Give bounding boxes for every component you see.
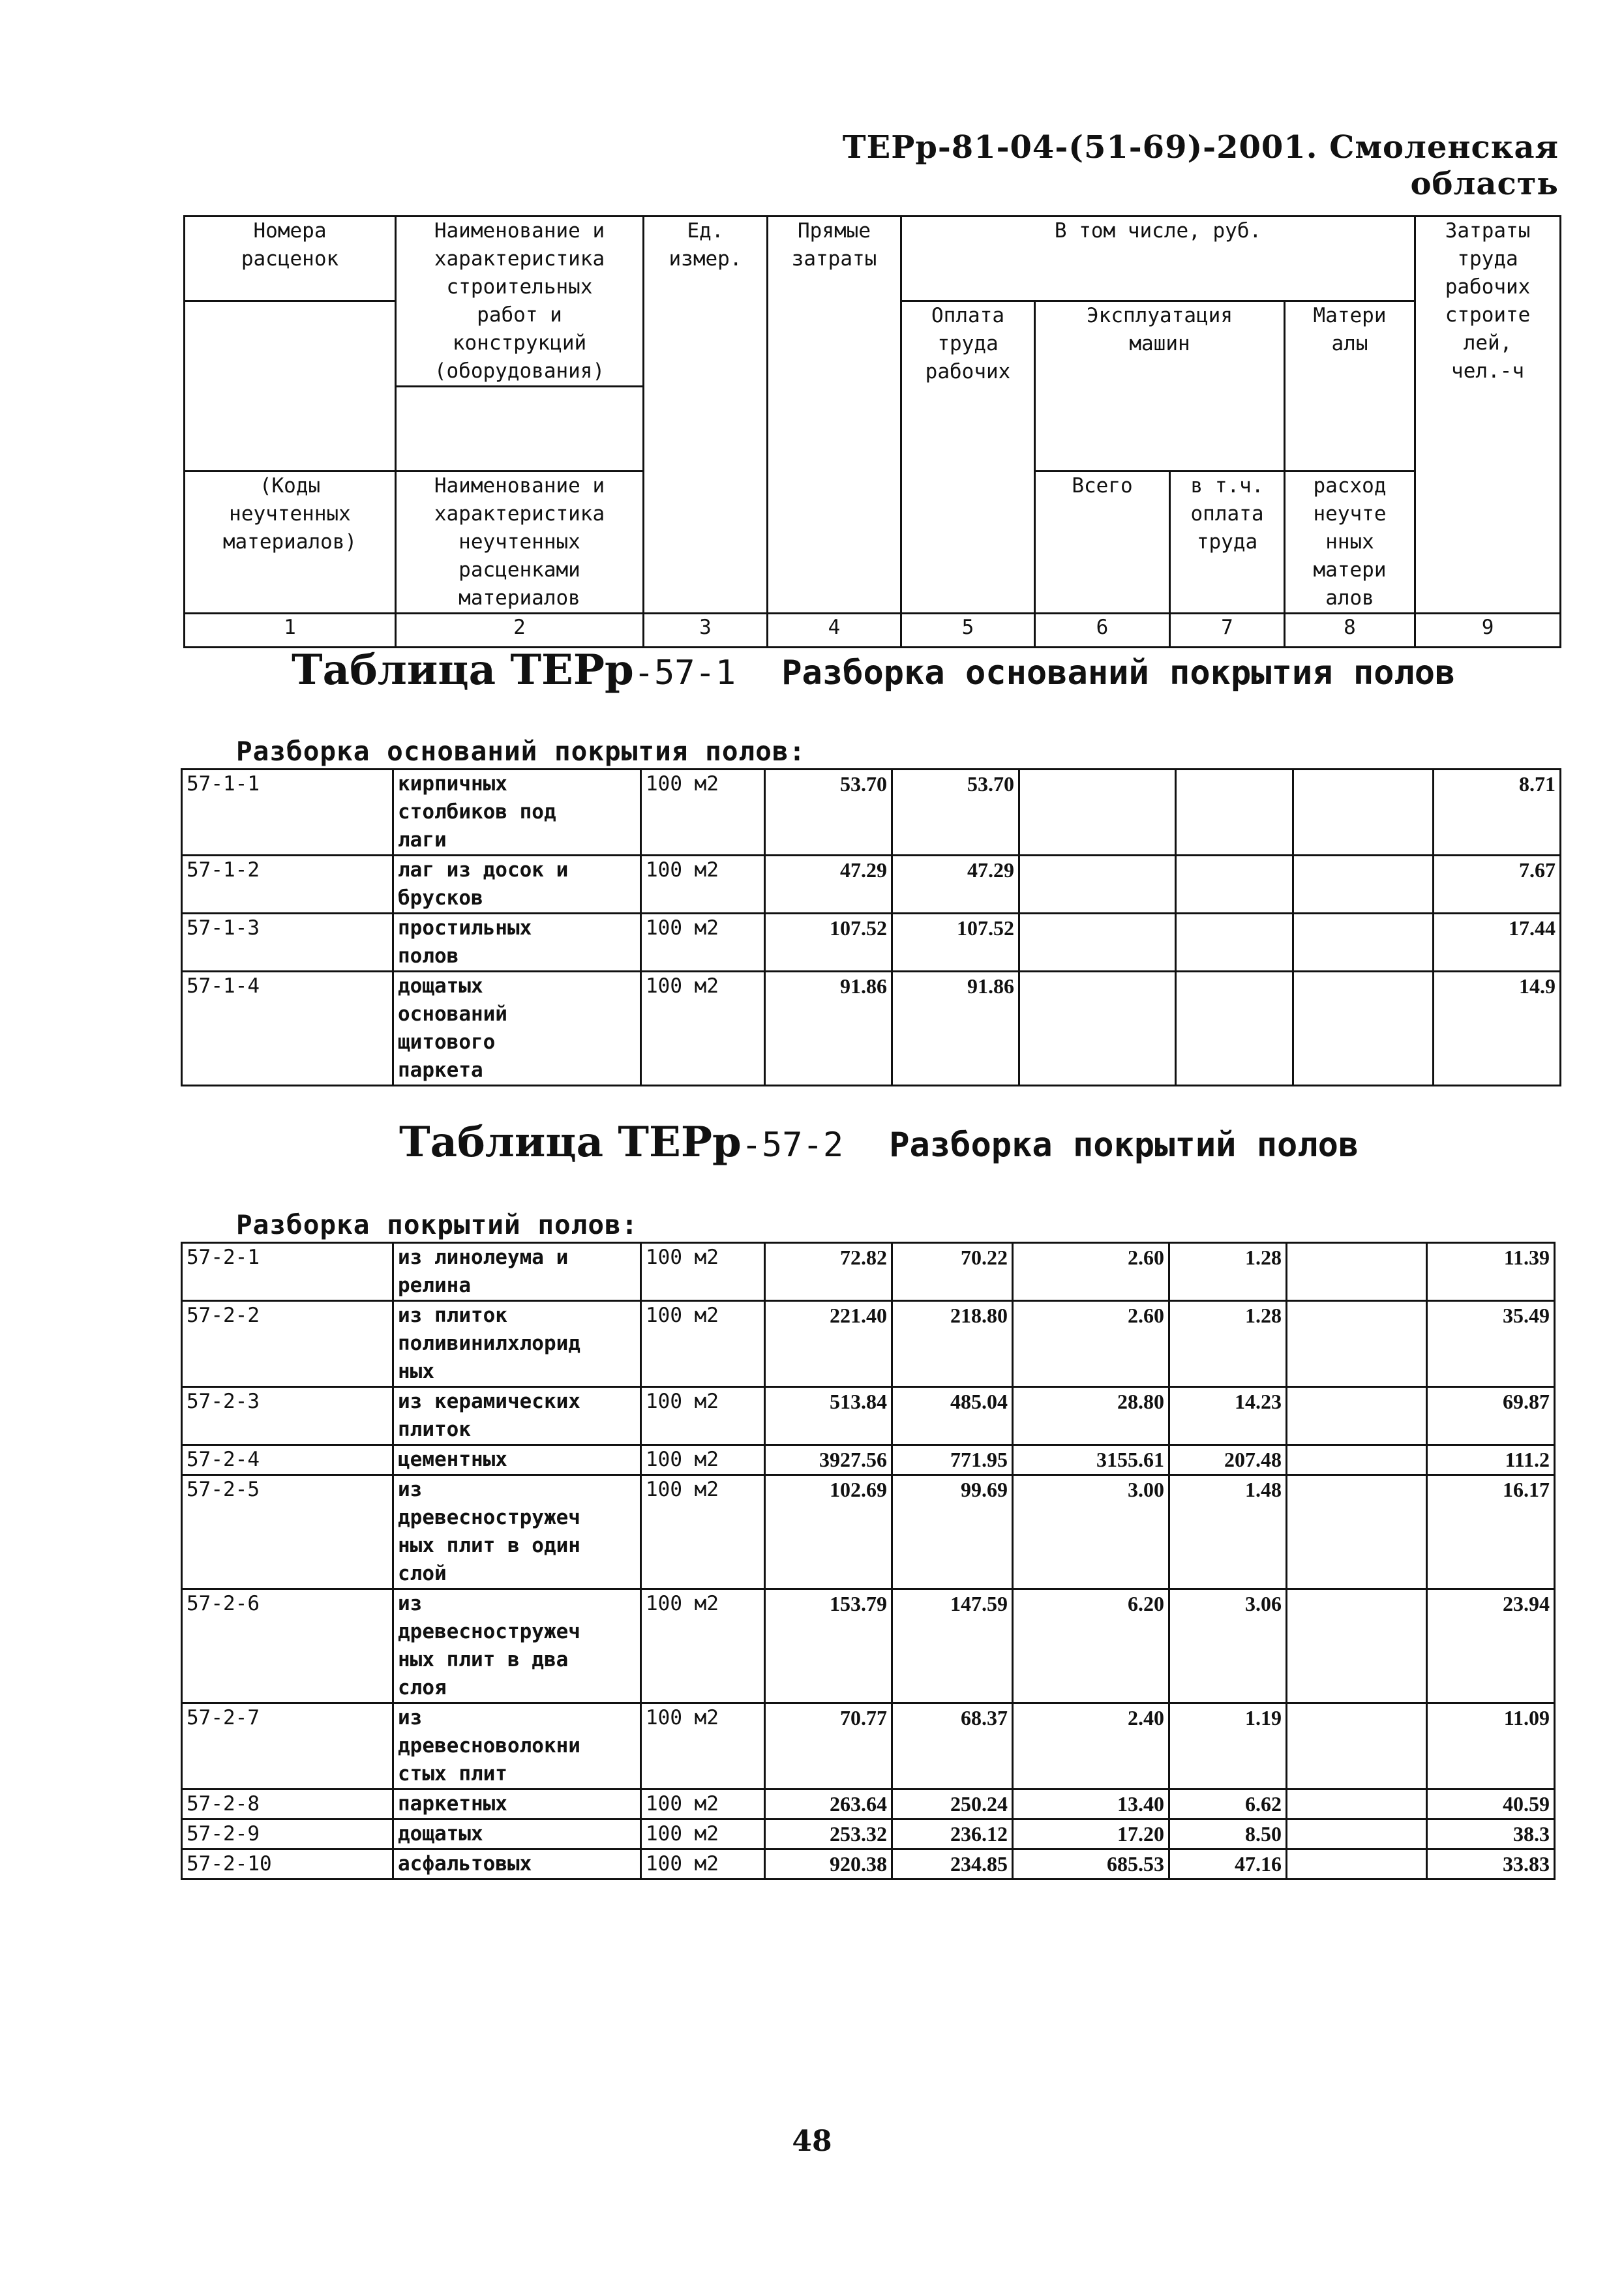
header-unaccounted-codes: (Коды неучтенных материалов) [185,472,396,614]
cell-unit: 100 м2 [641,914,765,972]
cell-rate-code: 57-2-1 [182,1243,393,1301]
cell-labor-pay: 91.86 [892,972,1019,1086]
cell-direct-costs: 72.82 [765,1243,892,1301]
table-row [182,1387,1555,1445]
cell-rate-code: 57-2-7 [182,1703,393,1789]
cell-direct-costs: 107.52 [765,914,892,972]
table-row [182,1475,1555,1589]
cell-machines-total: 2.40 [1013,1703,1169,1789]
cell-materials [1287,1301,1427,1387]
cell-rate-code: 57-1-2 [182,856,393,914]
cell-labor-pay: 236.12 [892,1819,1013,1849]
cell-direct-costs: 91.86 [765,972,892,1086]
column-number-5: 5 [901,614,1035,648]
cell-machines-total [1019,914,1176,972]
cell-labor-pay: 47.29 [892,856,1019,914]
cell-direct-costs: 70.77 [765,1703,892,1789]
cell-unit: 100 м2 [641,1301,765,1387]
cell-direct-costs: 53.70 [765,770,892,856]
header-rate-numbers: Номера расценок [185,217,396,301]
cell-machines-total: 17.20 [1013,1819,1169,1849]
cell-machines-labor-pay: 207.48 [1169,1445,1287,1475]
cell-labor-hours: 35.49 [1427,1301,1555,1387]
cell-unit: 100 м2 [641,1789,765,1819]
table-row [182,1243,1555,1301]
cell-labor-pay: 218.80 [892,1301,1013,1387]
cell-machines-labor-pay: 8.50 [1169,1819,1287,1849]
cell-rate-code: 57-2-6 [182,1589,393,1703]
cell-work-name: из плиток поливинилхлорид ных [393,1301,641,1387]
cell-labor-pay: 70.22 [892,1243,1013,1301]
table1-data [181,768,1561,1086]
header-unaccounted-materials-use: расход неучте нных матери алов [1285,472,1415,614]
cell-materials [1287,1789,1427,1819]
cell-direct-costs: 920.38 [765,1849,892,1879]
cell-labor-pay: 234.85 [892,1849,1013,1879]
cell-machines-total [1019,770,1176,856]
cell-machines-labor-pay [1176,914,1293,972]
cell-work-name: из линолеума и релина [393,1243,641,1301]
cell-rate-code: 57-2-4 [182,1445,393,1475]
cell-work-name: паркетных [393,1789,641,1819]
cell-work-name: из древесностружеч ных плит в два слоя [393,1589,641,1703]
cell-labor-hours: 69.87 [1427,1387,1555,1445]
cell-unit: 100 м2 [641,1475,765,1589]
table2-caption-code: -57-2 [741,1126,844,1165]
page-number: 48 [792,2125,832,2158]
cell-unit: 100 м2 [641,1387,765,1445]
cell-materials [1287,1819,1427,1849]
cell-materials [1293,914,1434,972]
cell-materials [1293,972,1434,1086]
cell-work-name: из древесноволокни стых плит [393,1703,641,1789]
cell-machines-labor-pay: 1.28 [1169,1301,1287,1387]
column-number-6: 6 [1035,614,1170,648]
cell-unit: 100 м2 [641,1243,765,1301]
cell-work-name: кирпичных столбиков под лаги [393,770,641,856]
cell-rate-code: 57-2-8 [182,1789,393,1819]
cell-rate-code: 57-2-9 [182,1819,393,1849]
cell-machines-labor-pay: 1.19 [1169,1703,1287,1789]
header-direct-costs: Прямые затраты [768,217,901,614]
cell-work-name: лаг из досок и брусков [393,856,641,914]
cell-machines-labor-pay [1176,972,1293,1086]
column-number-2: 2 [396,614,644,648]
cell-machines-labor-pay: 14.23 [1169,1387,1287,1445]
header-unaccounted-materials-name: Наименование и характеристика неучтенных расценками материалов [396,472,644,614]
table2-caption-title: Разборка покрытий полов [889,1126,1359,1165]
cell-machines-total: 2.60 [1013,1243,1169,1301]
cell-machines-total: 13.40 [1013,1789,1169,1819]
cell-machines-total [1019,972,1176,1086]
column-number-3: 3 [644,614,768,648]
cell-direct-costs: 3927.56 [765,1445,892,1475]
cell-labor-hours: 111.2 [1427,1445,1555,1475]
header-rate-numbers-spacer-2 [185,387,396,472]
column-number-9: 9 [1415,614,1561,648]
cell-work-name: асфальтовых [393,1849,641,1879]
table2-caption [399,1118,1359,1167]
cell-labor-hours: 7.67 [1434,856,1561,914]
cell-machines-labor-pay: 6.62 [1169,1789,1287,1819]
cell-materials [1287,1445,1427,1475]
cell-unit: 100 м2 [641,1589,765,1703]
cell-materials [1287,1703,1427,1789]
cell-rate-code: 57-1-3 [182,914,393,972]
cell-unit: 100 м2 [641,856,765,914]
table-row [182,1703,1555,1789]
cell-materials [1287,1589,1427,1703]
cell-labor-hours: 16.17 [1427,1475,1555,1589]
table-row [182,770,1561,856]
cell-machines-labor-pay: 1.28 [1169,1243,1287,1301]
header-rate-numbers-spacer [185,301,396,387]
cell-machines-total: 685.53 [1013,1849,1169,1879]
table-row [182,1849,1555,1879]
cell-direct-costs: 221.40 [765,1301,892,1387]
cell-unit: 100 м2 [641,1819,765,1849]
cell-labor-hours: 14.9 [1434,972,1561,1086]
cell-labor-pay: 68.37 [892,1703,1013,1789]
cell-materials [1287,1849,1427,1879]
column-number-8: 8 [1285,614,1415,648]
cell-materials [1293,856,1434,914]
cell-labor-hours: 23.94 [1427,1589,1555,1703]
cell-direct-costs: 513.84 [765,1387,892,1445]
header-work-name-spacer [396,387,644,472]
table1-caption-title: Разборка оснований покрытия полов [781,653,1456,693]
column-number-7: 7 [1170,614,1285,648]
cell-machines-labor-pay: 3.06 [1169,1589,1287,1703]
header-materials: Матери алы [1285,301,1415,472]
table-row [182,856,1561,914]
cell-rate-code: 57-2-3 [182,1387,393,1445]
cell-machines-total: 6.20 [1013,1589,1169,1703]
cell-machines-labor-pay [1176,770,1293,856]
cell-labor-pay: 99.69 [892,1475,1013,1589]
header-including-group: В том числе, руб. [901,217,1415,301]
cell-rate-code: 57-1-4 [182,972,393,1086]
table-row [182,1589,1555,1703]
cell-materials [1287,1243,1427,1301]
cell-labor-hours: 40.59 [1427,1789,1555,1819]
cell-machines-labor-pay: 1.48 [1169,1475,1287,1589]
table-row [182,914,1561,972]
cell-rate-code: 57-2-10 [182,1849,393,1879]
header-machines-total: Всего [1035,472,1170,614]
table1-caption-prefix: Таблица ТЕРр [292,646,634,695]
cell-machines-labor-pay: 47.16 [1169,1849,1287,1879]
cell-work-name: дощатых [393,1819,641,1849]
cell-rate-code: 57-1-1 [182,770,393,856]
cell-unit: 100 м2 [641,1445,765,1475]
cell-labor-pay: 250.24 [892,1789,1013,1819]
cell-unit: 100 м2 [641,770,765,856]
cell-machines-total: 2.60 [1013,1301,1169,1387]
cell-work-name: цементных [393,1445,641,1475]
cell-machines-total: 3.00 [1013,1475,1169,1589]
cell-direct-costs: 253.32 [765,1819,892,1849]
table1-caption-code: -57-1 [633,653,736,693]
table2-section-label: Разборка покрытий полов: [236,1209,639,1240]
cell-direct-costs: 47.29 [765,856,892,914]
header-labor-pay: Оплата труда рабочих [901,301,1035,614]
cell-machines-total: 3155.61 [1013,1445,1169,1475]
table-row [182,972,1561,1086]
column-number-1: 1 [185,614,396,648]
cell-work-name: из древесностружеч ных плит в один слой [393,1475,641,1589]
cell-labor-pay: 107.52 [892,914,1019,972]
table-row [182,1819,1555,1849]
cell-materials [1293,770,1434,856]
cell-materials [1287,1475,1427,1589]
cell-rate-code: 57-2-2 [182,1301,393,1387]
cell-labor-hours: 38.3 [1427,1819,1555,1849]
cell-labor-pay: 771.95 [892,1445,1013,1475]
cell-unit: 100 м2 [641,972,765,1086]
header-machines-labor-pay: в т.ч. оплата труда [1170,472,1285,614]
cell-machines-total: 28.80 [1013,1387,1169,1445]
table2-caption-prefix: Таблица ТЕРр [399,1118,742,1167]
cell-work-name: из керамических плиток [393,1387,641,1445]
cell-direct-costs: 102.69 [765,1475,892,1589]
cell-labor-hours: 33.83 [1427,1849,1555,1879]
table1-caption [292,646,1455,695]
table2-data [181,1242,1556,1880]
table-row [182,1301,1555,1387]
cell-direct-costs: 153.79 [765,1589,892,1703]
column-header-table [183,215,1561,648]
header-work-name: Наименование и характеристика строительных работ и конструкций (оборудования) [396,217,644,387]
cell-labor-pay: 485.04 [892,1387,1013,1445]
table1-section-label: Разборка оснований покрытия полов: [236,736,806,767]
cell-direct-costs: 263.64 [765,1789,892,1819]
cell-machines-total [1019,856,1176,914]
cell-labor-hours: 8.71 [1434,770,1561,856]
column-number-4: 4 [768,614,901,648]
table-row [182,1789,1555,1819]
cell-rate-code: 57-2-5 [182,1475,393,1589]
cell-unit: 100 м2 [641,1703,765,1789]
cell-labor-hours: 17.44 [1434,914,1561,972]
cell-unit: 100 м2 [641,1849,765,1879]
cell-work-name: дощатых оснований щитового паркета [393,972,641,1086]
cell-labor-pay: 53.70 [892,770,1019,856]
cell-machines-labor-pay [1176,856,1293,914]
cell-materials [1287,1387,1427,1445]
cell-labor-pay: 147.59 [892,1589,1013,1703]
document-header: ТЕРр-81-04-(51-69)-2001. Смоленская область [842,129,1559,202]
cell-labor-hours: 11.39 [1427,1243,1555,1301]
cell-work-name: простильных полов [393,914,641,972]
header-machine-exploitation: Эксплуатация машин [1035,301,1285,472]
cell-labor-hours: 11.09 [1427,1703,1555,1789]
header-labor-hours: Затраты труда рабочих строите лей, чел.-ч [1415,217,1561,614]
table-row [182,1445,1555,1475]
header-unit: Ед. измер. [644,217,768,614]
